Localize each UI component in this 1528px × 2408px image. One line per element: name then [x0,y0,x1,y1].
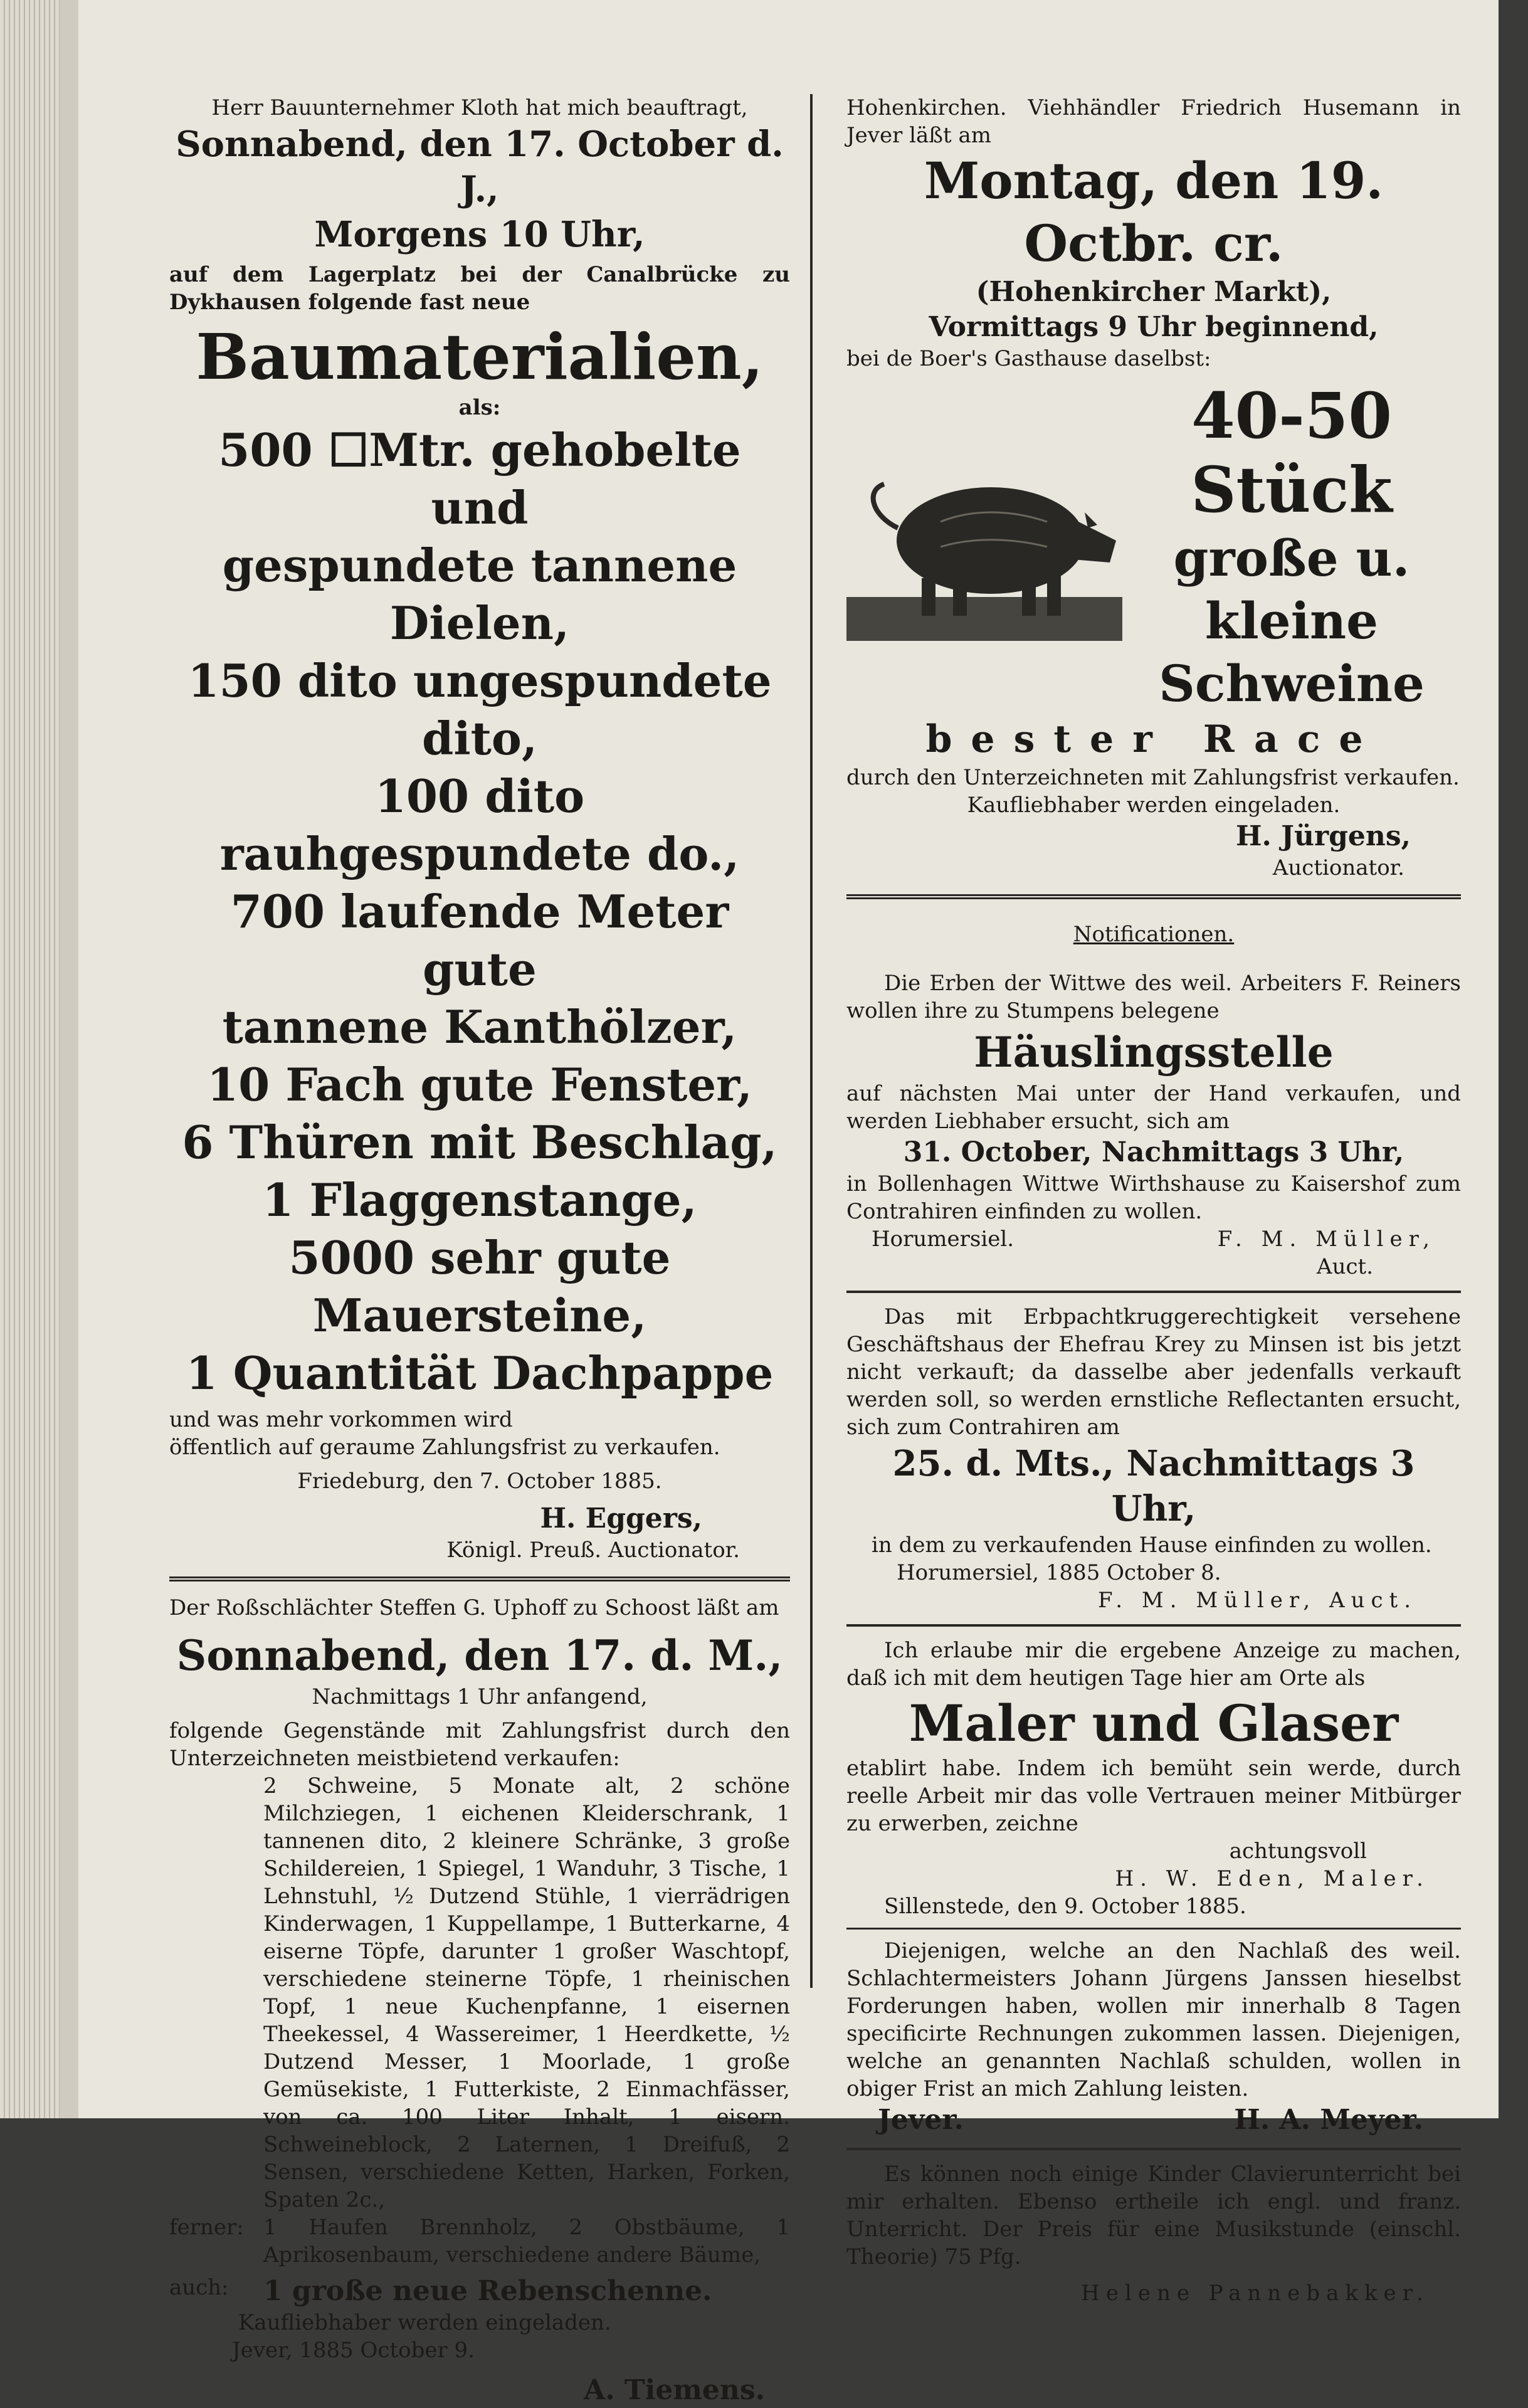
ad-intro: Hohenkirchen. Viehhändler Friedrich Husemann in Jever läßt am [846,95,1461,148]
ad-place-date: Friedeburg, den 7. October 1885. [297,1469,662,1494]
ad-clavier [846,2160,1461,2307]
ad-place-date: Sillenstede, den 9. October 1885. [884,1894,1246,1919]
pig-line2: große u. kleine [1173,529,1410,650]
ad-signature: H. A. Meyer. [1234,2104,1423,2136]
pig-illustration [846,446,1122,647]
ferner-label: ferner: [169,2215,244,2240]
ad-signature: A. Tiemens. [584,2374,765,2406]
ad-outro: und was mehr vorkommen wird [169,1407,513,1432]
divider [846,2148,1461,2150]
ad-market: (Hohenkircher Markt), [976,276,1332,308]
ad-schweine [846,94,1461,882]
ad-intro: Herr Bauunternehmer Kloth hat mich beauftragt, [211,95,748,120]
ad-nachlass [846,1937,1461,2138]
item-line: 10 Fach gute Fenster, [207,1058,752,1111]
ad-headline: Häuslingsstelle [974,1028,1334,1077]
item-line: 6 Thüren mit Beschlag, [182,1116,777,1169]
item-line: gespundete tannene Dielen, [222,539,737,650]
ad-body: etablirt habe. Indem ich bemüht sein werde, durch reelle Arbeit mir das volle Vertrauen meiner Mitbürger zu erwerben, zeichne [846,1756,1461,1836]
column-divider [810,94,813,1988]
ad-body: Es können noch einige Kinder Clavierunterricht bei mir erhalten. Ebenso ertheile ich engl. und franz. Unterricht. Der Preis für eine Musikstunde (einschl. Theorie) 75 Pfg. [846,2162,1461,2269]
pig-row [846,379,1461,715]
ad-signature: F. M. Müller, [1217,1227,1436,1252]
ad-body: durch den Unterzeichneten mit Zahlungsfrist verkaufen. [846,765,1460,790]
ad-time: Vormittags 9 Uhr beginnend, [929,311,1379,343]
divider [846,894,1461,899]
divider [846,1624,1461,1627]
ad-date: Sonnabend, den 17. d. M., [176,1631,783,1680]
divider [846,1291,1461,1293]
item-line: 1 Quantität Dachpappe [186,1346,774,1400]
item-line: 5000 sehr gute Mauersteine, [288,1231,671,1342]
ad-intro: Die Erben der Wittwe des weil. Arbeiters F. Reiners wollen ihre zu Stumpens belegene [846,971,1461,1023]
ad-place-date: Horumersiel, 1885 October 8. [897,1560,1221,1585]
item-line: 1 Flaggenstange, [262,1173,697,1227]
ad-baumaterialien [169,94,790,1564]
ad-signature-title: Auctionator. [1272,855,1404,880]
ad-signature-title: Auct. [1317,1254,1373,1279]
pig-headline [1122,379,1461,715]
ad-headline: Baumaterialien, [196,320,764,394]
ad-place: bei de Boer's Gasthause daselbst: [846,346,1211,371]
ad-race: bester Race [925,717,1382,761]
item-line: 500 ☐Mtr. gehobelte und [218,423,741,534]
ad-intro: Ich erlaube mir die ergebene Anzeige zu machen, daß ich mit dem heutigen Tage hier am Orte als [846,1638,1461,1691]
binding-strip [60,0,78,2118]
ad-date: Sonnabend, den 17. October d. J., [176,124,784,210]
ad-geschaeftshaus [846,1303,1461,1614]
ad-intro: Der Roßschlächter Steffen G. Uphoff zu Schoost läßt am [169,1595,779,1620]
ad-body: folgende Gegenstände mit Zahlungsfrist durch den Unterzeichneten meistbietend verkaufen: [169,1718,790,1771]
ad-signature: H. W. Eden, Maler. [1115,1866,1430,1891]
ad-body: Kaufliebhaber werden eingeladen. [967,793,1341,818]
ad-invite: Kaufliebhaber werden eingeladen. [238,2310,611,2335]
ad-body: auf nächsten Mai unter der Hand verkaufen, und werden Liebhaber ersucht, sich am [846,1081,1461,1134]
ad-body: in dem zu verkaufenden Hause einfinden zu wollen. [872,1533,1432,1558]
ad-date: Montag, den 19. Octbr. cr. [924,151,1384,273]
ad-outro: öffentlich auf geraume Zahlungsfrist zu verkaufen. [169,1435,720,1460]
auch-row [169,2274,790,2309]
ad-place: Horumersiel. [872,1227,1014,1252]
ad-maler-glaser [846,1637,1461,1920]
ferner-row [169,2214,790,2269]
ad-body: Diejenigen, welche an den Nachlaß des weil. Schlachtermeisters Johann Jürgens Janssen hieselbst Forderungen haben, wollen mir innerhalb 8 Tagen specificirte Rechnungen zukommen lassen. Diejenigen, welche an genannten Nachlaß schulden, wollen in obiger Frist an mich Zahlung leisten. [846,1938,1461,2101]
left-column [169,94,790,2408]
ad-signature: Helene Pannebakker. [1081,2281,1430,2306]
ferner-text: 1 Haufen Brennholz, 2 Obstbäume, 1 Aprikosenbaum, verschiedene andere Bäume, [263,2215,790,2268]
ad-signature-title: Königl. Preuß. Auctionator. [446,1538,740,1563]
ad-location: auf dem Lagerplatz bei der Canalbrücke zu Dykhausen folgende fast neue [169,262,790,315]
ad-footer [846,2103,1461,2138]
ad-signature: F. M. Müller, Auct. [1097,1588,1417,1613]
ad-auction-uphoff [169,1594,790,2408]
item-line: 700 laufende Meter gute [230,885,729,996]
page-stack-edge [0,0,60,2118]
pig-line3: Schweine [1159,654,1425,713]
item-line: 100 dito rauhgespundete do., [219,769,740,880]
ad-date: 31. October, Nachmittags 3 Uhr, [903,1136,1404,1168]
ad-time: Nachmittags 1 Uhr anfangend, [312,1684,648,1709]
ad-date: 25. d. Mts., Nachmittags 3 Uhr, [892,1443,1415,1529]
ad-signature: H. Jürgens, [1235,820,1411,852]
ad-signature: H. Eggers, [540,1502,702,1534]
ad-body: in Bollenhagen Wittwe Wirthshause zu Kaisershof zum Contrahiren einfinden zu wollen. [846,1171,1461,1224]
ad-als: als: [458,395,501,420]
pig-count: 40-50 Stück [1191,379,1393,527]
divider [169,1576,790,1582]
item-line: 150 dito ungespundete dito, [187,654,772,765]
ad-items: 2 Schweine, 5 Monate alt, 2 schöne Milchziegen, 1 eichenen Kleiderschrank, 1 tannenen dito, 2 kleinere Schränke, 3 große Schildereien, 1 Spiegel, 1 Wanduhr, 3 Tische, 1 Lehnstuhl, ½ Dutzend Stühle, 1 vierrädrigen Kinderwagen, 1 Kuppellampe, 1 Butterkarne, 4 eiserne Töpfe, darunter 1 großer Waschtopf, verschiedene steinerne Töpfe, 1 rheinischen Topf, 1 neue Kuchenpfanne, 1 eisernen Theekessel, 4 Wassereimer, 1 Heerdkette, ½ Dutzend Messer, 1 Moorlade, 1 große Gemüsekiste, 1 Futterkiste, 2 Einmachfässer, von ca. 100 Liter Inhalt, 1 eisern. Schweineblock, 2 Laternen, 1 Dreifuß, 2 Sensen, verschiedene Ketten, Harken, Forken, Spaten 2c., [263,1773,790,2212]
item-line: tannene Kanthölzer, [222,1000,737,1054]
ad-greeting: achtungsvoll [1229,1839,1367,1864]
ad-haeuslingsstelle [846,969,1461,1281]
auch-text: 1 große neue Rebenschenne. [263,2275,712,2307]
ad-place-date: Jever, 1885 October 9. [232,2338,475,2363]
right-column [846,94,1461,2307]
ad-place: Jever. [878,2104,964,2136]
divider [846,1928,1461,1930]
ad-headline: Maler und Glaser [909,1694,1399,1753]
auch-label: auch: [169,2275,229,2300]
section-title: Notificationen. [1073,922,1235,947]
ad-time: Morgens 10 Uhr, [314,214,645,255]
ad-body: Das mit Erbpachtkruggerechtigkeit versehene Geschäftshaus der Ehefrau Krey zu Minsen ist bis jetzt nicht verkauft; da dasselbe aber jedenfalls verkauft werden soll, so werden ernstliche Reflectanten ersucht, sich zum Contrahiren am [846,1304,1461,1440]
ad-footer [846,1225,1461,1253]
